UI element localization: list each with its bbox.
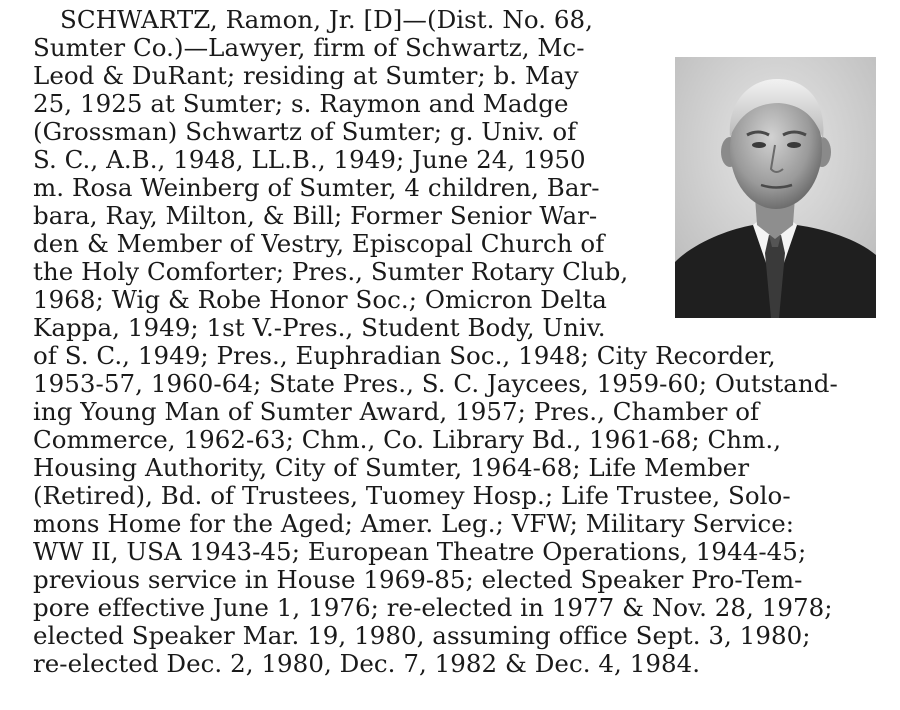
- text-line: Kappa, 1949; 1st V.-Pres., Student Body, Univ.: [33, 313, 606, 342]
- text-line: of S. C., 1949; Pres., Euphradian Soc., 1948; City Recorder,: [33, 341, 776, 370]
- text-line: mons Home for the Aged; Amer. Leg.; VFW; Military Service:: [33, 509, 795, 538]
- text-line: previous service in House 1969-85; elected Speaker Pro-Tem-: [33, 565, 803, 594]
- portrait-image: [675, 57, 876, 318]
- text-line: elected Speaker Mar. 19, 1980, assuming office Sept. 3, 1980;: [33, 621, 811, 650]
- text-line: re-elected Dec. 2, 1980, Dec. 7, 1982 & Dec. 4, 1984.: [33, 649, 701, 678]
- text-line: 25, 1925 at Sumter; s. Raymon and Madge: [33, 89, 569, 118]
- text-line: Sumter Co.)—Lawyer, firm of Schwartz, Mc-: [33, 33, 585, 62]
- text-line: Commerce, 1962-63; Chm., Co. Library Bd., 1961-68; Chm.,: [33, 425, 782, 454]
- text-line: den & Member of Vestry, Episcopal Church of: [33, 229, 605, 258]
- text-line: (Grossman) Schwartz of Sumter; g. Univ. of: [33, 117, 577, 146]
- text-line: bara, Ray, Milton, & Bill; Former Senior War-: [33, 201, 598, 230]
- text-line: m. Rosa Weinberg of Sumter, 4 children, Bar-: [33, 173, 600, 202]
- text-line: WW II, USA 1943-45; European Theatre Operations, 1944-45;: [33, 537, 807, 566]
- text-line: the Holy Comforter; Pres., Sumter Rotary Club,: [33, 257, 629, 286]
- text-line: (Retired), Bd. of Trustees, Tuomey Hosp.; Life Trustee, Solo-: [33, 481, 791, 510]
- text-line: 1968; Wig & Robe Honor Soc.; Omicron Delta: [33, 285, 607, 314]
- text-line: ing Young Man of Sumter Award, 1957; Pres., Chamber of: [33, 397, 760, 426]
- portrait-photo: [675, 57, 876, 318]
- text-line: 1953-57, 1960-64; State Pres., S. C. Jaycees, 1959-60; Outstand-: [33, 369, 838, 398]
- text-line: SCHWARTZ, Ramon, Jr. [D]—(Dist. No. 68,: [60, 5, 593, 34]
- text-line: Leod & DuRant; residing at Sumter; b. May: [33, 61, 579, 90]
- text-line: Housing Authority, City of Sumter, 1964-68; Life Member: [33, 453, 750, 482]
- text-line: pore effective June 1, 1976; re-elected in 1977 & Nov. 28, 1978;: [33, 593, 833, 622]
- text-line: S. C., A.B., 1948, LL.B., 1949; June 24, 1950: [33, 145, 586, 174]
